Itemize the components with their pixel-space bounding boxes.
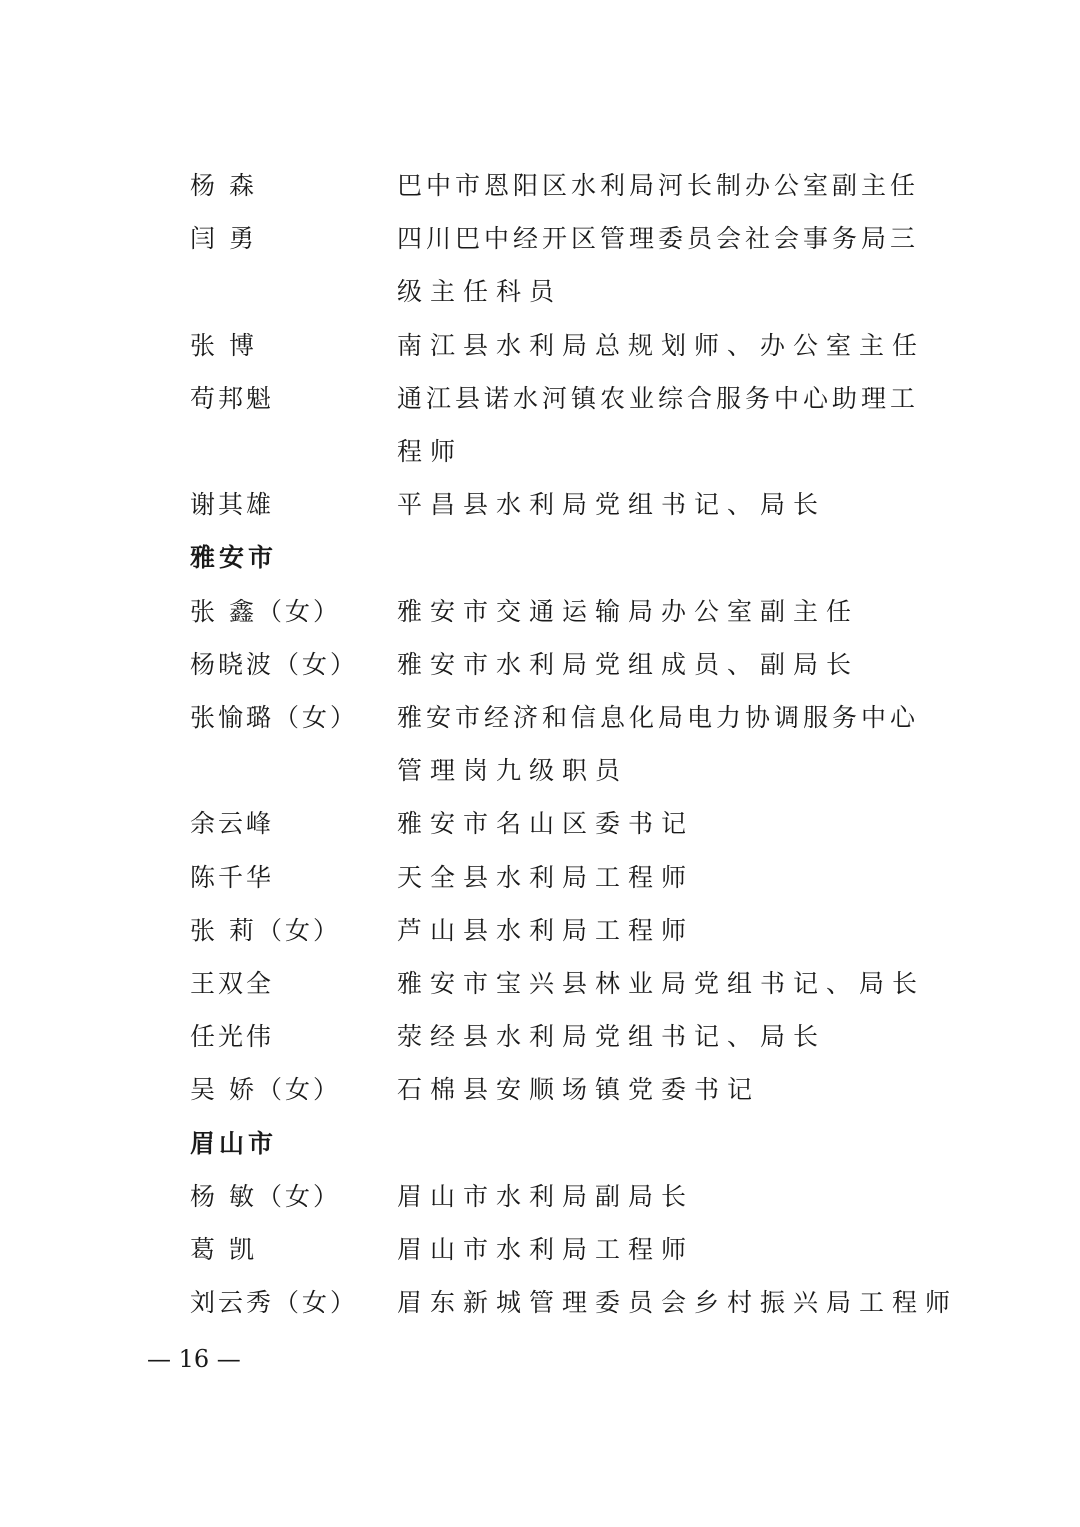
roster-entry (0, 957, 1080, 1010)
position-title: 眉东新城管理委员会乡村振兴局工程师 (397, 1288, 959, 1318)
person-name: 张 鑫（女） (190, 596, 341, 626)
roster-entry (0, 1170, 1080, 1223)
position-title: 天全县水利局工程师 (397, 862, 695, 892)
position-title: 雅安市经济和信息化局电力协调服务中心 (397, 703, 920, 732)
position-title: 管理岗九级职员 (397, 756, 629, 786)
position-title: 眉山市水利局副局长 (397, 1181, 695, 1211)
roster-entry (0, 797, 1080, 850)
roster-entry (0, 851, 1080, 904)
roster-entry (0, 319, 1080, 372)
position-title: 通江县诺水河镇农业综合服务中心助理工 (397, 383, 920, 413)
city-heading: 雅安市 (190, 543, 278, 573)
position-title: 雅安市宝兴县林业局党组书记、局长 (397, 969, 926, 998)
person-name: 谢其雄 (190, 490, 275, 520)
position-title: 雅安市水利局党组成员、副局长 (397, 649, 860, 679)
roster-entry (0, 212, 1080, 265)
position-title: 荥经县水利局党组书记、局长 (397, 1022, 827, 1052)
person-name: 张 博 (190, 330, 257, 360)
roster-entry (0, 1063, 1080, 1116)
roster-entry (0, 1276, 1080, 1329)
roster-entry (0, 1010, 1080, 1063)
person-name: 杨 敏（女） (190, 1181, 341, 1211)
person-name: 张 莉（女） (190, 915, 341, 945)
roster-entry-continuation (0, 265, 1080, 318)
roster-entry-continuation (0, 425, 1080, 478)
person-name: 葛 凯 (190, 1235, 257, 1264)
person-name: 余云峰 (190, 809, 275, 839)
person-name: 王双全 (190, 969, 275, 998)
roster-entry (0, 159, 1080, 212)
position-title: 雅安市交通运输局办公室副主任 (397, 596, 860, 626)
roster-entry-continuation (0, 744, 1080, 797)
position-title: 芦山县水利局工程师 (397, 915, 695, 945)
city-heading-row (0, 1117, 1080, 1170)
roster-entry (0, 904, 1080, 957)
person-name: 任光伟 (190, 1022, 275, 1052)
person-name: 闫 勇 (190, 224, 257, 254)
position-title: 巴中市恩阳区水利局河长制办公室副主任 (397, 171, 920, 200)
position-title: 四川巴中经开区管理委员会社会事务局三 (397, 224, 920, 254)
person-name: 杨 森 (190, 171, 257, 200)
roster-entry (0, 372, 1080, 425)
roster-entry (0, 1223, 1080, 1276)
roster-entry (0, 585, 1080, 638)
position-title: 平昌县水利局党组书记、局长 (397, 490, 827, 520)
person-name: 吴 娇（女） (190, 1075, 341, 1105)
position-title: 南江县水利局总规划师、办公室主任 (397, 330, 926, 360)
position-title: 程师 (397, 437, 464, 466)
position-title: 雅安市名山区委书记 (397, 809, 695, 839)
roster-entry (0, 478, 1080, 531)
page-number: — 16 — (147, 1345, 241, 1373)
roster-entry (0, 691, 1080, 744)
person-name: 苟邦魁 (190, 383, 275, 413)
position-title: 石棉县安顺场镇党委书记 (397, 1075, 761, 1105)
roster-entry (0, 638, 1080, 691)
city-heading: 眉山市 (190, 1128, 278, 1158)
person-name: 刘云秀（女） (190, 1288, 359, 1318)
person-name: 陈千华 (190, 862, 275, 892)
city-heading-row (0, 531, 1080, 584)
position-title: 眉山市水利局工程师 (397, 1235, 695, 1264)
person-name: 杨晓波（女） (190, 649, 359, 679)
position-title: 级主任科员 (397, 277, 563, 307)
person-name: 张愉璐（女） (190, 703, 359, 732)
